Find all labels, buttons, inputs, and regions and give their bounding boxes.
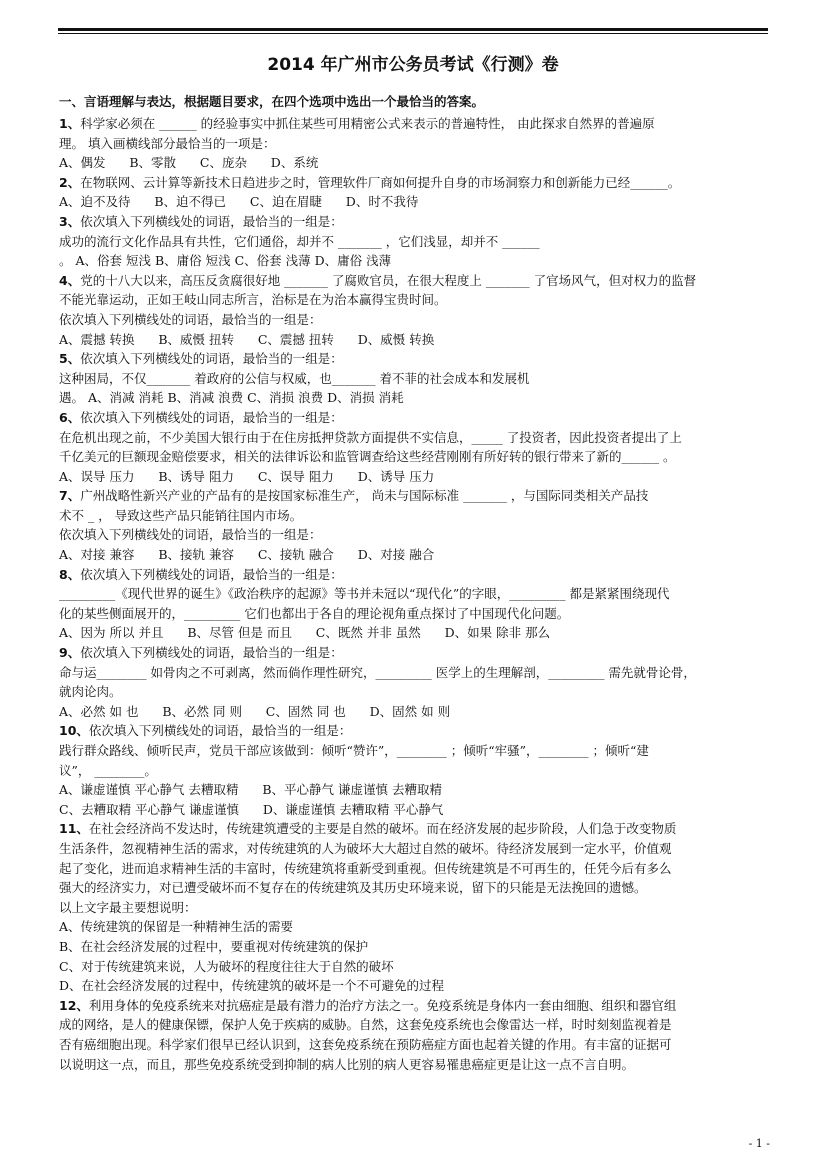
question-text: _________《现代世界的诞生》《政治秩序的起源》等书并未冠以“现代化”的字眼，_________ 都是紧紧围绕现代 [59, 586, 670, 602]
question-text: 成功的流行文化作品具有共性，它们通俗，却并不 _______ ，它们浅显，却并不 ______ [59, 233, 540, 249]
answer-options: A、震撼 转换 B、威慑 扭转 C、震撼 扭转 D、威慑 转换 [59, 331, 435, 347]
question-text: 遇。 A、消减 消耗 B、消减 浪费 C、消损 浪费 D、消损 消耗 [59, 390, 404, 406]
question-text: 千亿美元的巨额现金赔偿要求，相关的法律诉讼和监管调查给这些经营刚刚有所好转的银行带来了新的______ 。 [59, 449, 676, 465]
question-item [59, 173, 771, 212]
question-text: 起了变化，进而追求精神生活的丰富时，传统建筑将重新受到重视。但传统建筑是不可再生的，任凭今后有多么 [59, 860, 672, 876]
question-item [59, 721, 771, 819]
question-line [59, 447, 771, 467]
question-text: 依次填入下列横线处的词语，最恰当的一组是： [80, 409, 343, 425]
question-text: 科学家必须在 ______ 的经验事实中抓住某些可用精密公式来表示的普遍特性， 由此探求自然界的普遍原 [80, 116, 655, 131]
question-item [59, 114, 771, 173]
question-line [59, 898, 771, 918]
question-text: 党的十八大以来，高压反贪腐很好地 _______ 了腐败官员，在很大程度上 _______ 了官场风气，但对权力的监督 [80, 272, 697, 288]
question-text: B、在社会经济发展的过程中，要重视对传统建筑的保护 [59, 938, 369, 954]
answer-options: A、因为 所以 并且 B、尽管 但是 而且 C、既然 并非 虽然 D、如果 除非 那么 [59, 625, 551, 641]
question-line [59, 878, 771, 898]
question-line [59, 114, 771, 134]
question-text: 。 A、俗套 短浅 B、庸俗 短浅 C、俗套 浅薄 D、庸俗 浅薄 [59, 253, 392, 269]
question-text: 依次填入下列横线处的词语，最恰当的一组是： [88, 723, 352, 739]
question-text: 理。 填入画横线部分最恰当的一项是： [59, 135, 276, 151]
question-line [59, 428, 771, 448]
question-line [59, 310, 771, 330]
question-item [59, 486, 771, 564]
question-line [59, 957, 771, 977]
question-number: 11、 [59, 821, 89, 837]
answer-options: A、误导 压力 B、诱导 阻力 C、误导 阻力 D、诱导 压力 [59, 468, 435, 484]
question-line [59, 251, 771, 271]
question-line [59, 232, 771, 252]
answer-options: A、对接 兼容 B、接轨 兼容 C、接轨 融合 D、对接 融合 [59, 547, 435, 563]
question-text: 就肉论肉。 [59, 684, 122, 700]
question-number: 3、 [59, 213, 81, 229]
question-number: 7、 [59, 488, 81, 504]
question-text: 化的某些侧面展开的，_________ 它们也都出于各自的理论视角重点探讨了中国现代化问题。 [59, 605, 570, 621]
question-number: 10、 [59, 723, 89, 739]
question-line [59, 682, 771, 702]
question-item [59, 996, 771, 1074]
question-text: 依次填入下列横线处的词语，最恰当的一组是： [80, 213, 343, 229]
question-line [59, 388, 771, 408]
question-text: 否有癌细胞出现。科学家们很早已经认识到，这套免疫系统在预防癌症方面也起着关键的作用。有丰富的证据可 [59, 1036, 672, 1052]
question-line [59, 271, 771, 291]
question-text: C、对于传统建筑来说，人为破坏的程度往往大于自然的破坏 [59, 958, 394, 974]
question-text: 广州战略性新兴产业的产品有的是按国家标准生产， 尚未与国际标准 _______ ，与国际同类相关产品技 [80, 488, 649, 504]
question-text: 依次填入下列横线处的词语，最恰当的一组是： [80, 566, 343, 582]
answer-options: A、迫不及待 B、迫不得已 C、迫在眉睫 D、时不我待 [59, 194, 419, 210]
question-item [59, 349, 771, 408]
question-text: 命与运________ 如骨肉之不可剥离，然而倘作理性研究，_________ 医学上的生理解剖，_________ 需先就骨论骨， [59, 664, 696, 680]
question-item [59, 408, 771, 486]
question-line [59, 917, 771, 937]
question-line [59, 134, 771, 154]
question-text: 在物联网、云计算等新技术日趋进步之时，管理软件厂商如何提升自身的市场洞察力和创新能力已经______。 [80, 174, 681, 190]
header-rule-thin [58, 33, 768, 34]
question-text: 依次填入下列横线处的词语，最恰当的一组是： [59, 527, 322, 543]
question-text: 强大的经济实力，对已遭受破坏而不复存在的传统建筑及其历史环境来说，留下的只能是无法挽回的遗憾。 [59, 880, 647, 896]
question-line [59, 1035, 771, 1055]
question-text: 成的网络，是人的健康保镖，保护人免于疾病的威胁。自然，这套免疫系统也会像雷达一样，时时刻刻监视着是 [59, 1017, 672, 1033]
question-text: 不能光靠运动，正如王岐山同志所言，治标是在为治本赢得宝贵时间。 [59, 292, 447, 308]
question-text: 在危机出现之前，不少美国大银行由于在住房抵押贷款方面提供不实信息，_____ 了投资者，因此投资者提出了上 [59, 429, 682, 445]
question-line [59, 643, 771, 663]
answer-options: A、偶发 B、零散 C、庞杂 D、系统 [59, 155, 319, 171]
question-line [59, 369, 771, 389]
question-item [59, 643, 771, 721]
question-item [59, 212, 771, 271]
document-title: 2014 年广州市公务员考试《行测》卷 [267, 55, 559, 75]
question-number: 1、 [59, 116, 81, 131]
question-line [59, 663, 771, 683]
question-text: 利用身体的免疫系统来对抗癌症是最有潜力的治疗方法之一。免疫系统是身体内一套由细胞、组织和器官组 [88, 997, 677, 1013]
question-line [59, 290, 771, 310]
document-body [59, 92, 771, 1074]
question-item [59, 819, 771, 995]
question-line [59, 819, 771, 839]
question-line [59, 721, 771, 741]
question-line [59, 408, 771, 428]
question-line [59, 859, 771, 879]
question-item [59, 565, 771, 643]
question-text: 术不 _ ， 导致这些产品只能销往国内市场。 [59, 507, 303, 523]
question-number: 9、 [59, 645, 81, 661]
question-number: 6、 [59, 409, 81, 425]
question-line [59, 349, 771, 369]
question-line [59, 584, 771, 604]
question-line [59, 937, 771, 957]
question-text: 生活条件，忽视精神生活的需求，对传统建筑的人为破坏大大超过自然的破坏。待经济发展到一定水平，价值观 [59, 840, 672, 856]
page-number: - 1 - [748, 1137, 770, 1150]
question-text: 议”， ________。 [59, 762, 157, 778]
section-heading: 一、言语理解与表达，根据题目要求，在四个选项中选出一个最恰当的答案。 [59, 94, 485, 109]
question-list [59, 114, 771, 1074]
answer-options: A、必然 如 也 B、必然 同 则 C、固然 同 也 D、固然 如 则 [59, 703, 451, 719]
question-line [59, 976, 771, 996]
question-text: A、传统建筑的保留是一种精神生活的需要 [59, 919, 294, 935]
question-line [59, 506, 771, 526]
question-line [59, 1055, 771, 1075]
question-line [59, 604, 771, 624]
question-number: 4、 [59, 272, 81, 288]
question-text: 依次填入下列横线处的词语，最恰当的一组是： [80, 645, 343, 661]
question-number: 8、 [59, 566, 81, 582]
question-line [59, 996, 771, 1016]
question-number: 5、 [59, 351, 81, 367]
question-item [59, 271, 771, 349]
question-text: 依次填入下列横线处的词语，最恰当的一组是： [80, 351, 343, 367]
question-number: 2、 [59, 174, 81, 190]
question-line [59, 1015, 771, 1035]
question-text: 以说明这一点，而且，那些免疫系统受到抑制的病人比别的病人更容易罹患癌症更是让这一点不言自明。 [59, 1056, 635, 1072]
question-line [59, 565, 771, 585]
question-line [59, 839, 771, 859]
header-rule-thick [58, 28, 768, 31]
question-number: 12、 [59, 997, 89, 1013]
question-text: 以上文字最主要想说明： [59, 899, 197, 915]
question-line [59, 525, 771, 545]
question-line [59, 486, 771, 506]
question-line [59, 173, 771, 193]
question-text: 依次填入下列横线处的词语，最恰当的一组是： [59, 311, 322, 327]
question-text: 践行群众路线、倾听民声，党员干部应该做到：倾听“赞许”，________ ；倾听“牢骚”，________ ；倾听“建 [59, 743, 649, 758]
question-line [59, 741, 771, 761]
question-line [59, 212, 771, 232]
question-text: 这种困局，不仅_______ 着政府的公信与权威，也_______ 着不菲的社会成本和发展机 [59, 370, 530, 386]
question-line [59, 761, 771, 781]
question-text: D、在社会经济发展的过程中，传统建筑的破坏是一个不可避免的过程 [59, 978, 445, 994]
question-text: 在社会经济尚不发达时，传统建筑遭受的主要是自然的破坏。而在经济发展的起步阶段，人们急于改变物质 [88, 821, 677, 837]
answer-options: A、谦虚谨慎 平心静气 去糟取精 B、平心静气 谦虚谨慎 去糟取精 C、去糟取精 平心静气 谦虚谨慎 D、谦虚谨慎 去糟取精 平心静气 [59, 782, 444, 817]
